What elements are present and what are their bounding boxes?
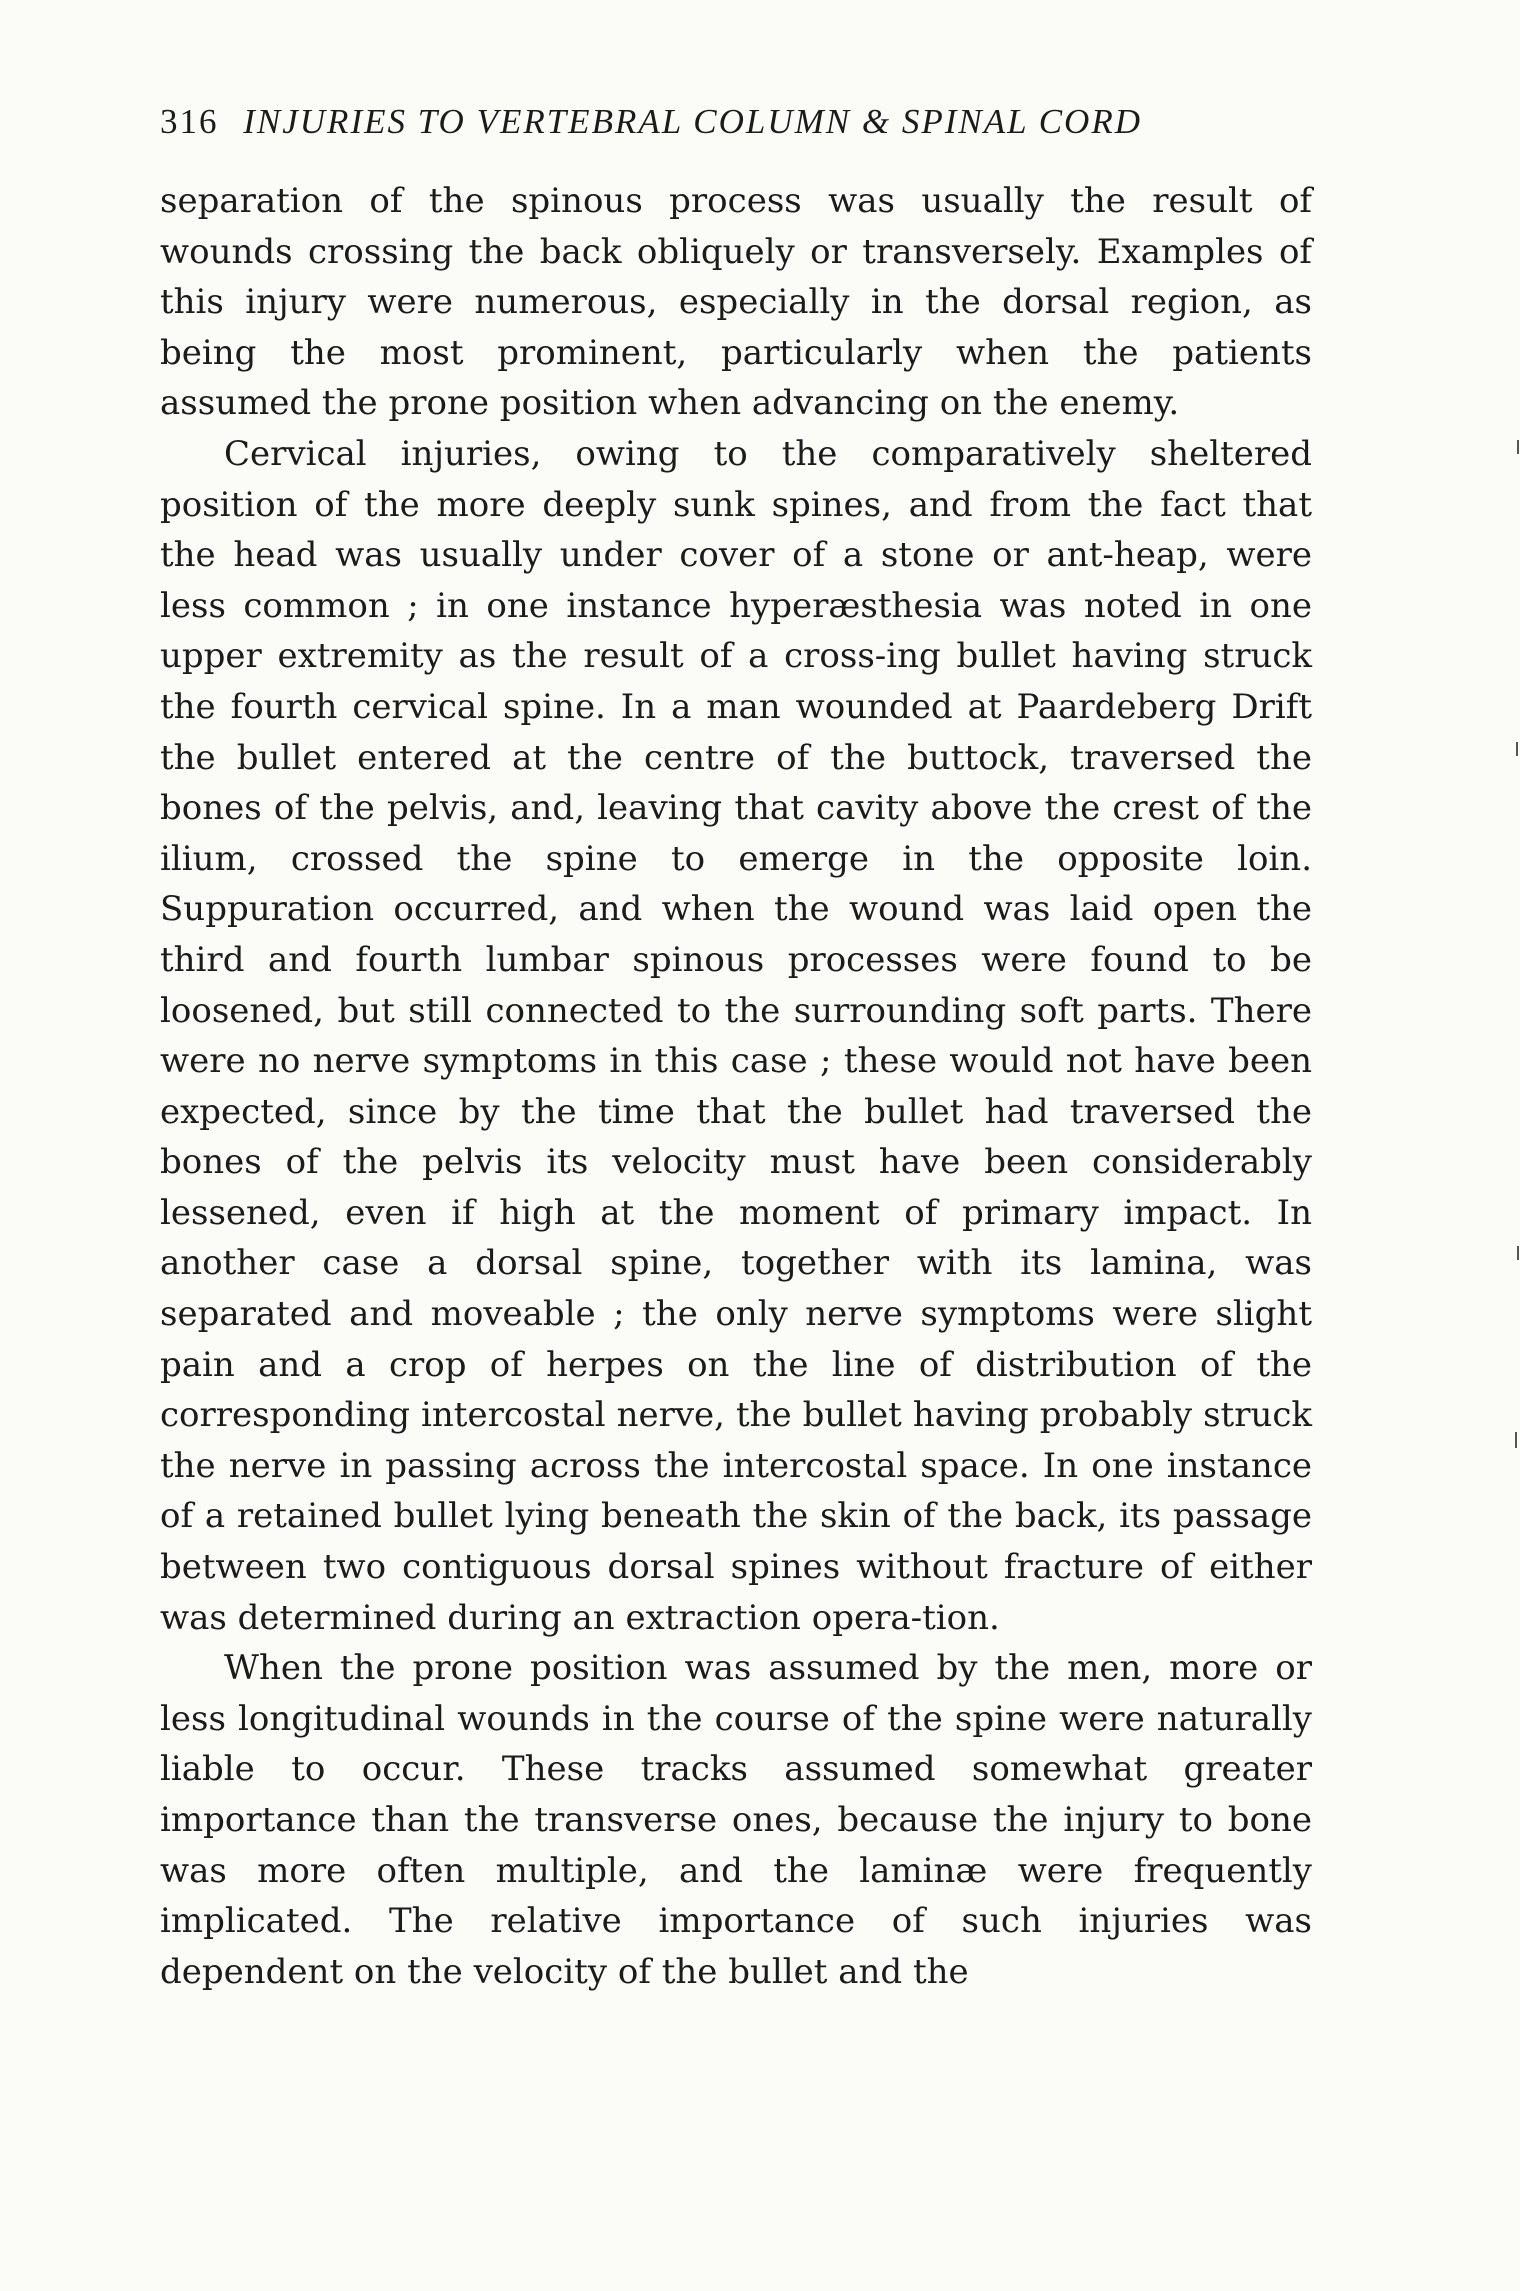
paragraph-cervical-injuries: Cervical injuries, owing to the comparatively sheltered position of the more deeply sunk spines, and from the fact that the head was usually under cover of a stone or ant-heap, were less common ; in one instance hyperæsthesia was noted in one upper extremity as the result of a cross-ing bullet having struck the fourth cervical spine. In a man wounded at Paardeberg Drift the bullet entered at the centre of the buttock, traversed the bones of the pelvis, and, leaving that cavity above the crest of the ilium, crossed the spine to emerge in the opposite loin. Suppuration occurred, and when the wound was laid open the third and fourth lumbar spinous processes were found to be loosened, but still connected to the surrounding soft parts. There were no nerve symptoms in this case ; these would not have been expected, since by the time that the bullet had traversed the bones of the pelvis its velocity must have been considerably lessened, even if high at the moment of primary impact. In another case a dorsal spine, together with its lamina, was separated and moveable ; the only nerve symptoms were slight pain and a crop of herpes on the line of distribution of the corresponding intercostal nerve, the bullet having probably struck the nerve in passing across the intercostal space. In one instance of a retained bullet lying beneath the skin of the back, its passage between two contiguous dorsal spines without fracture of either was determined during an extraction opera-tion. xyxy=(160,433,1312,1638)
running-title: INJURIES TO VERTEBRAL COLUMN & SPINAL CORD xyxy=(243,102,1142,141)
page-body xyxy=(160,176,1312,1997)
scan-mark xyxy=(1517,1246,1519,1260)
book-page xyxy=(160,100,1312,1997)
paragraph-prone-position: When the prone position was assumed by the men, more or less longitudinal wounds in the course of the spine were naturally liable to occur. These tracks assumed somewhat greater importance than the transverse ones, because the injury to bone was more often multiple, and the laminæ were frequently implicated. The relative importance of such injuries was dependent on the velocity of the bullet and the xyxy=(160,1648,1312,1992)
scan-mark xyxy=(1517,440,1519,454)
scan-mark xyxy=(1516,742,1518,756)
paragraph-continued: separation of the spinous process was usually the result of wounds crossing the back obliquely or transversely. Examples of this injury were numerous, especially in the dorsal region, as being the most prominent, particularly when the patients assumed the prone position when advancing on the enemy. xyxy=(160,181,1312,424)
page-number: 316 xyxy=(160,102,219,141)
scan-mark xyxy=(1515,1432,1517,1448)
running-header xyxy=(160,100,1312,144)
